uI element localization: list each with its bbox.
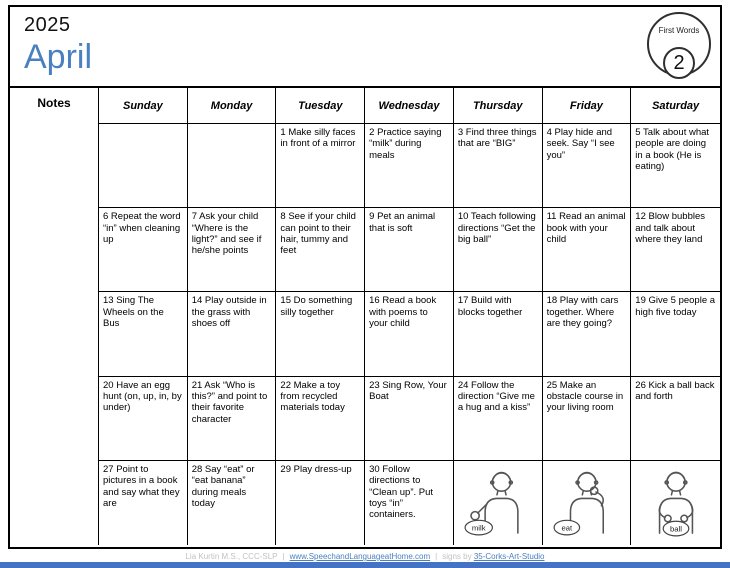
calendar-cell-apr-21: 21 Ask “Who is this?” and point to their favorite character: [188, 377, 277, 461]
notes-column: [10, 88, 98, 545]
footer-separator: |: [435, 552, 438, 561]
calendar-cell-apr-15: 15 Do something silly together: [276, 292, 365, 376]
calendar-cell-apr-5: 5 Talk about what people are doing in a book (He is eating): [631, 124, 720, 208]
sign-cell-milk: [454, 461, 543, 545]
footer-link-artist[interactable]: 35-Corks-Art-Studio: [473, 552, 545, 561]
calendar-sheet: [8, 5, 722, 549]
calendar-header: [10, 7, 720, 88]
calendar-cell-apr-3: 3 Find three things that are “BIG”: [454, 124, 543, 208]
day-header-wednesday: Wednesday: [365, 88, 454, 124]
bottom-accent-bar: [0, 562, 730, 568]
sign-ball-illustration: [634, 469, 718, 537]
sign-cell-eat: [543, 461, 632, 545]
calendar-cell-apr-26: 26 Kick a ball back and forth: [631, 377, 720, 461]
calendar-cell-apr-20: 20 Have an egg hunt (on, up, in, by under): [99, 377, 188, 461]
day-header-monday: Monday: [188, 88, 277, 124]
calendar-cell-apr-9: 9 Pet an animal that is soft: [365, 208, 454, 292]
calendar-cell-apr-17: 17 Build with blocks together: [454, 292, 543, 376]
sign-milk-illustration: [456, 469, 540, 537]
calendar-cell-apr-22: 22 Make a toy from recycled materials today: [276, 377, 365, 461]
day-header-friday: Friday: [543, 88, 632, 124]
calendar-cell-apr-7: 7 Ask your child “Where is the light?” and see if he/she points: [188, 208, 277, 292]
badge-number: 2: [663, 47, 695, 79]
calendar-cell-apr-11: 11 Read an animal book with your child: [543, 208, 632, 292]
calendar-cell-apr-18: 18 Play with cars together. Where are they going?: [543, 292, 632, 376]
footer-signs-by: signs by: [442, 552, 472, 561]
calendar-cell-apr-28: 28 Say “eat” or “eat banana” during meals today: [188, 461, 277, 545]
sign-cell-ball: [631, 461, 720, 545]
calendar-cell-apr-4: 4 Play hide and seek. Say “I see you”: [543, 124, 632, 208]
sign-label-eat: eat: [561, 523, 572, 533]
badge-title: First Words: [658, 26, 700, 35]
notes-label: Notes: [37, 96, 71, 110]
calendar-cell-apr-1: 1 Make silly faces in front of a mirror: [276, 124, 365, 208]
footer-link-website[interactable]: www.SpeechandLanguageatHome.com: [289, 552, 431, 561]
calendar-cell-apr-27: 27 Point to pictures in a book and say what they are: [99, 461, 188, 545]
year-label: 2025: [24, 14, 71, 36]
calendar-cell-apr-14: 14 Play outside in the grass with shoes off: [188, 292, 277, 376]
calendar-cell-apr-12: 12 Blow bubbles and talk about where they land: [631, 208, 720, 292]
calendar-cell-apr-8: 8 See if your child can point to their hair, tummy and feet: [276, 208, 365, 292]
calendar-cell-apr-13: 13 Sing The Wheels on the Bus: [99, 292, 188, 376]
footer: [0, 552, 730, 561]
calendar-cell-apr-6: 6 Repeat the word “in” when cleaning up: [99, 208, 188, 292]
footer-separator: |: [282, 552, 285, 561]
calendar-cell-apr-30: 30 Follow directions to “Clean up”. Put toys “in” containers.: [365, 461, 454, 545]
calendar-cell-empty: [188, 124, 277, 208]
day-header-tuesday: Tuesday: [276, 88, 365, 124]
footer-credit: Lia Kurtin M.S., CCC-SLP: [185, 552, 278, 561]
calendar-cell-empty: [99, 124, 188, 208]
calendar-cell-apr-2: 2 Practice saying “milk” during meals: [365, 124, 454, 208]
calendar-cell-apr-24: 24 Follow the direction “Give me a hug and a kiss”: [454, 377, 543, 461]
calendar-cell-apr-10: 10 Teach following directions “Get the big ball”: [454, 208, 543, 292]
calendar-body: [10, 88, 720, 545]
first-words-badge: [647, 12, 711, 76]
calendar-cell-apr-19: 19 Give 5 people a high five today: [631, 292, 720, 376]
month-label: April: [24, 38, 93, 76]
sign-label-ball: ball: [669, 524, 682, 534]
sign-eat-illustration: [545, 469, 629, 537]
sign-label-milk: milk: [471, 523, 486, 533]
calendar-cell-apr-25: 25 Make an obstacle course in your living room: [543, 377, 632, 461]
day-header-thursday: Thursday: [454, 88, 543, 124]
day-header-saturday: Saturday: [631, 88, 720, 124]
calendar-cell-apr-23: 23 Sing Row, Your Boat: [365, 377, 454, 461]
calendar-cell-apr-29: 29 Play dress-up: [276, 461, 365, 545]
day-header-sunday: Sunday: [99, 88, 188, 124]
calendar-cell-apr-16: 16 Read a book with poems to your child: [365, 292, 454, 376]
calendar-grid: [98, 88, 720, 545]
